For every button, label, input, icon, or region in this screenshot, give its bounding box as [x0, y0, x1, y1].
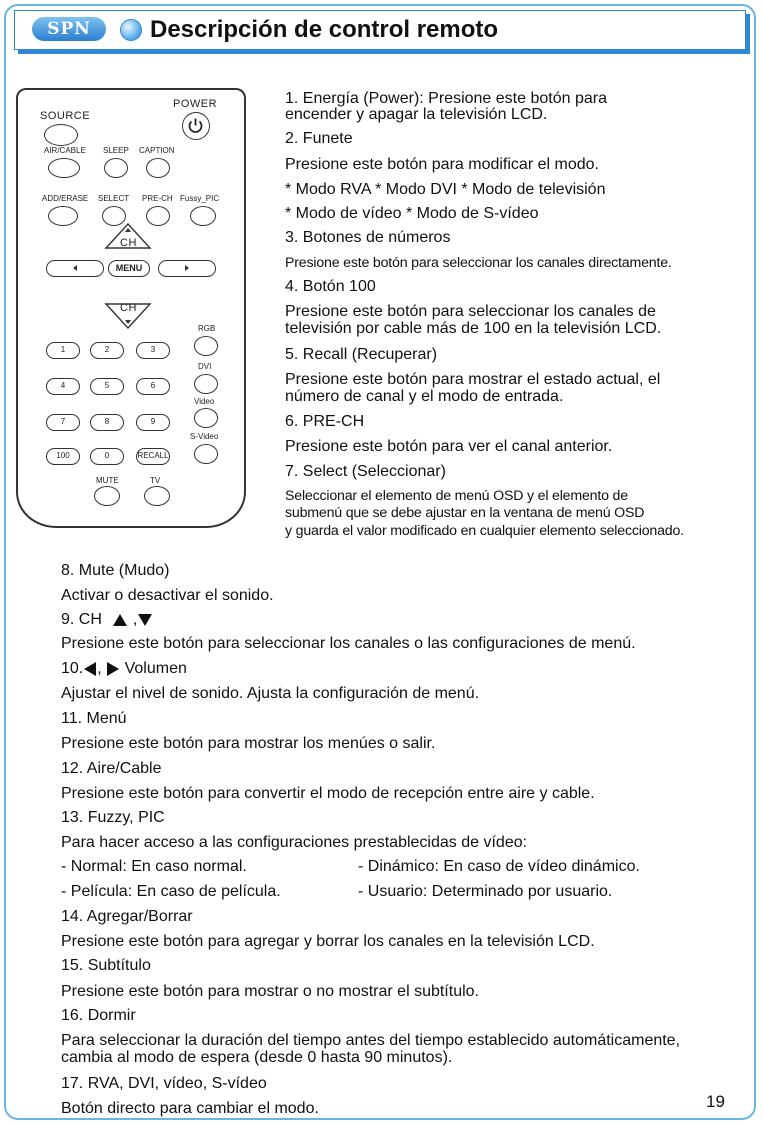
number-1-button: 1 [46, 342, 80, 359]
rgb-button [194, 336, 218, 356]
number-2-button: 2 [90, 342, 124, 359]
item-10-number: 10. [61, 660, 84, 677]
item-14-desc: Presione este botón para agregar y borrar los canales en la televisión LCD. [61, 933, 595, 950]
item-9-separator: , [132, 611, 138, 628]
power-button [182, 112, 210, 140]
number-3-button: 3 [136, 342, 170, 359]
item-2-title: 2. Funete [285, 130, 353, 147]
select-label: SELECT [98, 194, 130, 203]
volume-down-button [46, 260, 104, 277]
language-badge: SPN [32, 17, 106, 41]
dvi-label: DVI [198, 362, 212, 371]
number-100-button: 100 [46, 448, 80, 465]
item-5-desc-1: Presione este botón para mostrar el estado actual, el [285, 371, 661, 388]
volume-up-button [158, 260, 216, 277]
item-1-desc: encender y apagar la televisión LCD. [285, 106, 548, 123]
caption-label: CAPTION [139, 146, 175, 155]
page-title: Descripción de control remoto [150, 16, 499, 43]
s-video-button [194, 444, 218, 464]
item-16-desc-2: cambia al modo de espera (desde 0 hasta 90 minutos). [61, 1049, 453, 1066]
pre-ch-label: PRE-CH [142, 194, 173, 203]
number-5-button: 5 [90, 378, 124, 395]
item-16-title: 16. Dormir [61, 1007, 136, 1024]
item-13-title: 13. Fuzzy, PIC [61, 809, 165, 826]
add-erase-button [48, 206, 78, 226]
air-cable-button [48, 158, 80, 178]
item-11-title: 11. Menú [61, 710, 127, 727]
item-2-modes-2: * Modo de vídeo * Modo de S-vídeo [285, 205, 539, 222]
item-7-desc-2: submenú que se debe ajustar en la ventana de menú OSD [285, 505, 645, 521]
item-7-title: 7. Select (Seleccionar) [285, 463, 446, 480]
item-13-user: - Usuario: Determinado por usuario. [358, 883, 613, 900]
video-label: Video [194, 397, 215, 406]
dvi-button [194, 374, 218, 394]
item-17-title: 17. RVA, DVI, vídeo, S-vídeo [61, 1075, 267, 1092]
item-8-desc: Activar o desactivar el sonido. [61, 587, 274, 604]
up-triangle-icon [112, 613, 128, 627]
right-arrow-icon [182, 263, 192, 273]
item-9-desc: Presione este botón para seleccionar los canales o las configuraciones de menú. [61, 635, 636, 652]
tv-label: TV [150, 476, 161, 485]
item-13-desc: Para hacer acceso a las configuraciones prestablecidas de vídeo: [61, 834, 528, 851]
item-10-label: Volumen [124, 660, 187, 677]
number-9-button: 9 [136, 414, 170, 431]
rgb-label: RGB [198, 324, 216, 333]
add-erase-label: ADD/ERASE [42, 194, 89, 203]
menu-button: MENU [108, 260, 150, 277]
item-4-title: 4. Botón 100 [285, 278, 376, 295]
item-12-desc: Presione este botón para convertir el modo de recepción entre aire y cable. [61, 785, 595, 802]
remote-control-illustration [16, 88, 246, 528]
item-5-desc-2: número de canal y el modo de entrada. [285, 388, 564, 405]
item-10-title [61, 659, 187, 678]
item-7-desc-1: Seleccionar el elemento de menú OSD y el elemento de [285, 488, 628, 504]
item-13-dynamic: - Dinámico: En caso de vídeo dinámico. [358, 858, 640, 875]
item-9-title [61, 610, 153, 629]
down-triangle-icon [137, 613, 153, 627]
left-arrow-icon [70, 263, 80, 273]
air-cable-label: AIR/CABLE [44, 146, 86, 155]
item-3-desc: Presione este botón para seleccionar los canales directamente. [285, 255, 672, 271]
number-0-button: 0 [90, 448, 124, 465]
item-12-title: 12. Aire/Cable [61, 760, 162, 777]
number-7-button: 7 [46, 414, 80, 431]
item-2-modes-1: * Modo RVA * Modo DVI * Modo de televisión [285, 181, 606, 198]
power-label: POWER [173, 98, 218, 110]
item-13-movie: - Película: En caso de película. [61, 883, 281, 900]
video-button [194, 408, 218, 428]
item-6-desc: Presione este botón para ver el canal anterior. [285, 438, 613, 455]
s-video-label: S-Video [190, 432, 219, 441]
item-6-title: 6. PRE-CH [285, 413, 365, 430]
source-label: SOURCE [40, 110, 91, 122]
item-17-desc: Botón directo para cambiar el modo. [61, 1100, 319, 1117]
item-2-desc: Presione este botón para modificar el modo. [285, 156, 599, 173]
number-8-button: 8 [90, 414, 124, 431]
item-7-desc-3: y guarda el valor modificado en cualquier elemento seleccionado. [285, 523, 684, 539]
item-8-title: 8. Mute (Mudo) [61, 562, 170, 579]
ch-up-label: CH [120, 237, 137, 249]
bullet-icon [120, 19, 142, 41]
item-5-title: 5. Recall (Recuperar) [285, 346, 438, 363]
item-3-title: 3. Botones de números [285, 229, 451, 246]
sleep-label: SLEEP [103, 146, 129, 155]
page-number: 19 [706, 1092, 725, 1111]
right-triangle-icon [106, 661, 120, 677]
sleep-button [104, 158, 128, 178]
tv-button [144, 486, 170, 506]
number-6-button: 6 [136, 378, 170, 395]
item-11-desc: Presione este botón para mostrar los menúes o salir. [61, 735, 436, 752]
item-9-label: 9. CH [61, 611, 102, 628]
page-header [14, 10, 750, 56]
item-16-desc-1: Para seleccionar la duración del tiempo antes del tiempo establecido automáticamente, [61, 1032, 681, 1049]
item-1-title: 1. Energía (Power): Presione este botón para [285, 90, 607, 107]
item-15-title: 15. Subtítulo [61, 957, 151, 974]
number-4-button: 4 [46, 378, 80, 395]
ch-down-label: CH [120, 302, 137, 314]
mute-button [94, 486, 120, 506]
caption-button [146, 158, 170, 178]
recall-button: RECALL [136, 448, 170, 465]
fuzzy-pic-label: Fussy_PIC [180, 194, 220, 203]
item-10-separator: , [97, 660, 102, 677]
item-4-desc-1: Presione este botón para seleccionar los canales de [285, 303, 656, 320]
fuzzy-pic-button [190, 206, 216, 226]
item-15-desc: Presione este botón para mostrar o no mostrar el subtítulo. [61, 983, 479, 1000]
item-14-title: 14. Agregar/Borrar [61, 908, 193, 925]
mute-label: MUTE [96, 476, 119, 485]
item-10-desc: Ajustar el nivel de sonido. Ajusta la configuración de menú. [61, 685, 480, 702]
left-triangle-icon [83, 661, 97, 677]
item-13-normal: - Normal: En caso normal. [61, 858, 247, 875]
power-icon [183, 113, 208, 138]
source-button [44, 124, 78, 146]
item-4-desc-2: televisión por cable más de 100 en la televisión LCD. [285, 320, 662, 337]
